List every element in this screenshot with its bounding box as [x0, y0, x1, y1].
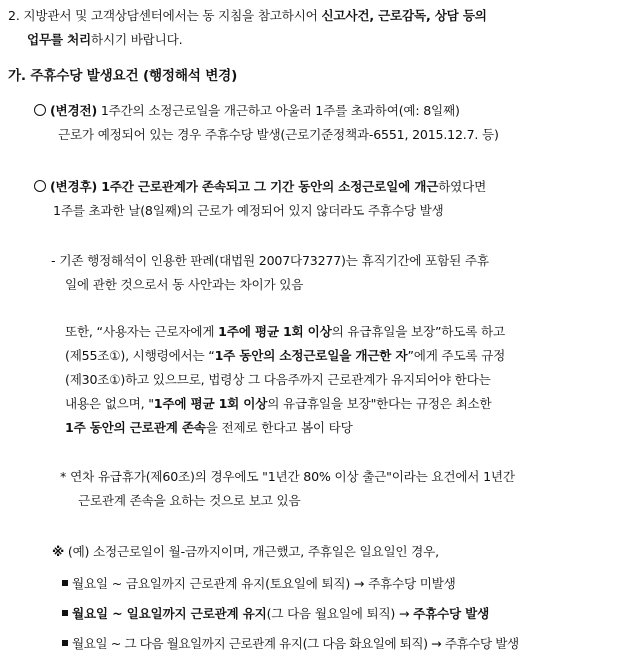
para-line3: (제30조①)하고 있으므로, 법령상 그 다음주까지 근로관계가 유지되어야 한다는 [65, 372, 491, 387]
text: (제55조①), 시행령에서는 “ [65, 348, 215, 363]
bold-text: 신고사건, 근로감독, 상담 등의 [321, 8, 487, 23]
text: (예) 소정근로일이 월-금까지이며, 개근했고, 주휴일은 일요일인 경우, [64, 544, 439, 559]
text: 하시기 바랍니다. [91, 32, 183, 47]
bold-text: 월요일 ~ 일요일까지 근로관계 유지 [72, 606, 267, 621]
bold-text: 1주에 평균 1회 이상 [218, 324, 332, 339]
text: 또한, “사용자는 근로자에게 [65, 324, 219, 339]
section-title: 가. 주휴수당 발생요건 (행정해석 변경) [8, 68, 238, 84]
para-line2 [65, 346, 505, 366]
reference-mark-icon: ※ [52, 544, 65, 559]
circle-bullet-icon [34, 104, 46, 116]
precedent-line1 [51, 251, 489, 271]
bold-text: 1주 동안의 소정근로일을 개근한 자 [214, 348, 408, 363]
after-line2: 1주를 초과한 날(8일째)의 근로가 예정되어 있지 않더라도 주휴수당 발생 [53, 203, 444, 218]
case2-line [62, 604, 489, 624]
note-line1 [60, 467, 515, 487]
after-line1 [34, 177, 486, 197]
bold-text: (변경전) [50, 103, 98, 118]
bold-text: (변경후) 1주간 근로관계가 존속되고 그 기간 동안의 소정근로일에 개근 [50, 179, 439, 194]
bold-text: 업무를 처리 [27, 32, 92, 47]
text: 1주간의 소정근로일을 개근하고 아울러 1주를 초과하여(예: 8일째) [97, 103, 460, 118]
bold-text: 주휴수당 발생 [413, 606, 490, 621]
before-line1 [34, 101, 460, 121]
asterisk-bullet-icon: * [60, 469, 67, 484]
case3-line [62, 634, 519, 654]
square-bullet-icon [62, 580, 68, 586]
text: (그 다음 월요일에 퇴직) → [266, 606, 414, 621]
text: 의 유급휴일을 보장"한다는 규정은 최소한 [267, 396, 492, 411]
text: 연차 유급휴가(제60조)의 경우에도 "1년간 80% 이상 출근"이라는 요건에서 1년간 [70, 469, 515, 484]
text: 기존 행정해석이 인용한 판례(대법원 2007다73277)는 휴직기간에 포함된 주휴 [59, 253, 489, 268]
para2-line2 [27, 30, 182, 50]
text: 을 전제로 한다고 봄이 타당 [205, 420, 353, 435]
text: 월요일 ~ 그 다음 월요일까지 근로관계 유지(그 다음 화요일에 퇴직) → 주휴수당 발생 [72, 636, 519, 651]
para2-line1 [8, 6, 487, 26]
para-line5 [65, 418, 353, 438]
text: 내용은 없으며, " [65, 396, 154, 411]
bold-text: 1주 동안의 근로관계 존속 [65, 420, 206, 435]
before-line2: 근로가 예정되어 있는 경우 주휴수당 발생(근로기준정책과-6551, 2015.12.7. 등) [58, 127, 499, 142]
circle-bullet-icon [34, 180, 46, 192]
para-line1 [65, 322, 505, 342]
para-line4 [65, 394, 491, 414]
bold-text: 1주에 평균 1회 이상 [153, 396, 268, 411]
note-line2: 근로관계 존속을 요하는 것으로 보고 있음 [78, 493, 301, 508]
text: 의 유급휴일을 보장”하도록 하고 [331, 324, 505, 339]
square-bullet-icon [62, 610, 68, 616]
text: ”에게 주도록 규정 [407, 348, 506, 363]
square-bullet-icon [62, 640, 68, 646]
precedent-line2: 일에 관한 것으로서 동 사안과는 차이가 있음 [65, 277, 304, 292]
text: 월요일 ~ 금요일까지 근로관계 유지(토요일에 퇴직) → 주휴수당 미발생 [72, 576, 456, 591]
dash-bullet-icon: - [51, 253, 56, 268]
text: 2. 지방관서 및 고객상담센터에서는 동 지침을 참고하시어 [8, 8, 322, 23]
case1-line [62, 574, 456, 594]
text: 하였다면 [438, 179, 487, 194]
example-line [52, 542, 439, 562]
